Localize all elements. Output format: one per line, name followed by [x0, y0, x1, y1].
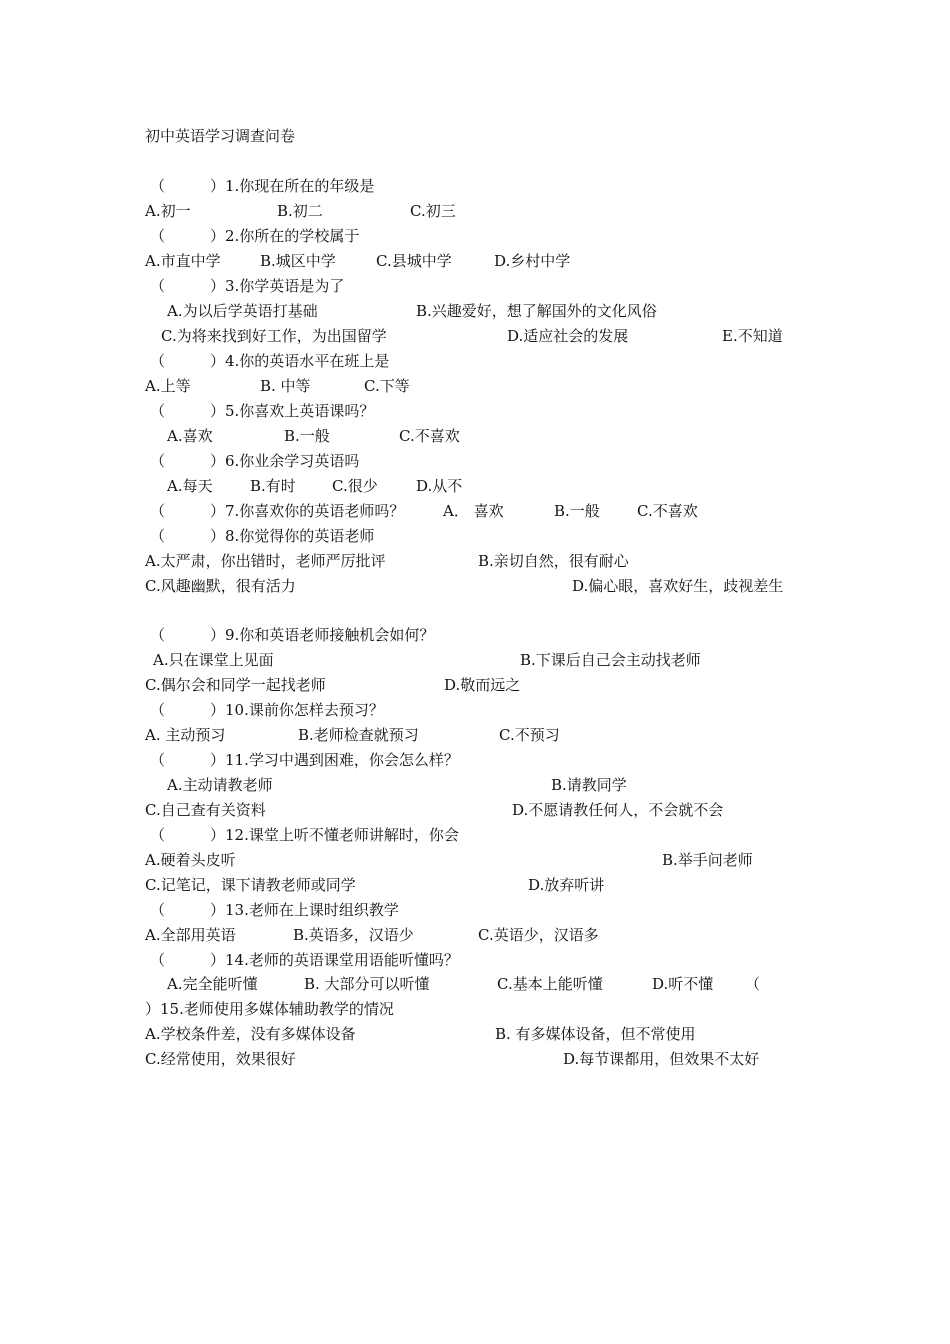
question-8: （ ）8.你觉得你的英语老师 [150, 527, 375, 545]
question-3-option-d: D.适应社会的发展 [507, 327, 629, 345]
question-12-option-d: D.放弃听讲 [528, 876, 605, 894]
question-15: ）15.老师使用多媒体辅助教学的情况 [145, 1000, 394, 1018]
question-13-option-b: B.英语多，汉语少 [293, 926, 414, 944]
question-3: （ ）3.你学英语是为了 [150, 277, 345, 295]
question-9-option-c: C.偶尔会和同学一起找老师 [145, 676, 326, 694]
question-13-option-a: A.全部用英语 [145, 926, 236, 944]
question-6-option-d: D.从不 [416, 477, 463, 495]
question-6: （ ）6.你业余学习英语吗 [150, 452, 360, 470]
question-4-option-b: B. 中等 [260, 377, 311, 395]
question-4: （ ）4.你的英语水平在班上是 [150, 352, 390, 370]
question-14-option-c: C.基本上能听懂 [497, 975, 603, 993]
question-1-option-c: C.初三 [410, 202, 456, 220]
question-3-option-b: B.兴趣爱好，想了解国外的文化风俗 [416, 302, 657, 320]
page-title: 初中英语学习调查问卷 [145, 127, 296, 145]
question-5-option-b: B.一般 [284, 427, 330, 445]
question-10: （ ）10.课前你怎样去预习？ [150, 701, 384, 719]
question-7-option-b: B.一般 [554, 502, 600, 520]
question-2-option-d: D.乡村中学 [494, 252, 571, 270]
question-15-option-d: D.每节课都用，但效果不太好 [563, 1050, 760, 1068]
question-2-option-c: C.县城中学 [376, 252, 452, 270]
question-2: （ ）2.你所在的学校属于 [150, 227, 360, 245]
question-1-option-b: B.初二 [277, 202, 323, 220]
question-15-option-c: C.经常使用，效果很好 [145, 1050, 296, 1068]
question-11-option-b: B.请教同学 [551, 776, 627, 794]
question-10-option-a: A. 主动预习 [145, 726, 226, 744]
question-3-option-e: E.不知道 [722, 327, 783, 345]
question-9-option-b: B.下课后自己会主动找老师 [520, 651, 701, 669]
question-11-option-c: C.自己查有关资料 [145, 801, 266, 819]
question-6-option-b: B.有时 [250, 477, 296, 495]
question-4-option-c: C.下等 [364, 377, 410, 395]
question-9-option-d: D.敬而远之 [444, 676, 521, 694]
question-10-option-c: C.不预习 [499, 726, 560, 744]
question-3-option-a: A.为以后学英语打基础 [167, 302, 318, 320]
question-12-option-b: B.举手问老师 [662, 851, 753, 869]
question-5-option-c: C.不喜欢 [399, 427, 460, 445]
question-15-option-a: A.学校条件差，没有多媒体设备 [145, 1025, 356, 1043]
question-6-option-c: C.很少 [332, 477, 378, 495]
question-7-option-c: C.不喜欢 [637, 502, 698, 520]
question-7-option-a: A． 喜欢 [443, 502, 504, 520]
question-8-option-d: D.偏心眼，喜欢好生，歧视差生 [572, 577, 784, 595]
question-3-option-c: C.为将来找到好工作，为出国留学 [161, 327, 387, 345]
question-11-option-d: D.不愿请教任何人，不会就不会 [512, 801, 724, 819]
question-2-option-a: A.市直中学 [145, 252, 221, 270]
question-13: （ ）13.老师在上课时组织教学 [150, 901, 399, 919]
question-9: （ ）9.你和英语老师接触机会如何？ [150, 626, 435, 644]
question-15-option-b: B. 有多媒体设备，但不常使用 [495, 1025, 696, 1043]
question-5-option-a: A.喜欢 [167, 427, 213, 445]
question-12: （ ）12.课堂上听不懂老师讲解时，你会 [150, 826, 459, 844]
question-8-option-b: B.亲切自然，很有耐心 [478, 552, 629, 570]
question-2-option-b: B.城区中学 [260, 252, 336, 270]
question-1-option-a: A.初一 [145, 202, 191, 220]
question-1: （ ）1.你现在所在的年级是 [150, 177, 375, 195]
question-13-option-c: C.英语少，汉语多 [478, 926, 599, 944]
question-10-option-b: B.老师检查就预习 [298, 726, 419, 744]
question-15-open-paren: （ [745, 975, 761, 993]
question-12-option-a: A.硬着头皮听 [145, 851, 236, 869]
question-14-option-a: A.完全能听懂 [167, 975, 258, 993]
question-4-option-a: A.上等 [145, 377, 191, 395]
question-5: （ ）5.你喜欢上英语课吗？ [150, 402, 375, 420]
question-6-option-a: A.每天 [167, 477, 213, 495]
question-11-option-a: A.主动请教老师 [167, 776, 273, 794]
question-7: （ ）7.你喜欢你的英语老师吗？ [150, 502, 405, 520]
question-14-option-b: B. 大部分可以听懂 [304, 975, 430, 993]
question-8-option-a: A.太严肃，你出错时，老师严厉批评 [145, 552, 386, 570]
question-14: （ ）14.老师的英语课堂用语能听懂吗？ [150, 951, 459, 969]
question-9-option-a: A.只在课堂上见面 [153, 651, 274, 669]
question-12-option-c: C.记笔记，课下请教老师或同学 [145, 876, 356, 894]
question-11: （ ）11.学习中遇到困难，你会怎么样？ [150, 751, 459, 769]
question-14-option-d: D.听不懂 [652, 975, 714, 993]
question-8-option-c: C.风趣幽默，很有活力 [145, 577, 296, 595]
